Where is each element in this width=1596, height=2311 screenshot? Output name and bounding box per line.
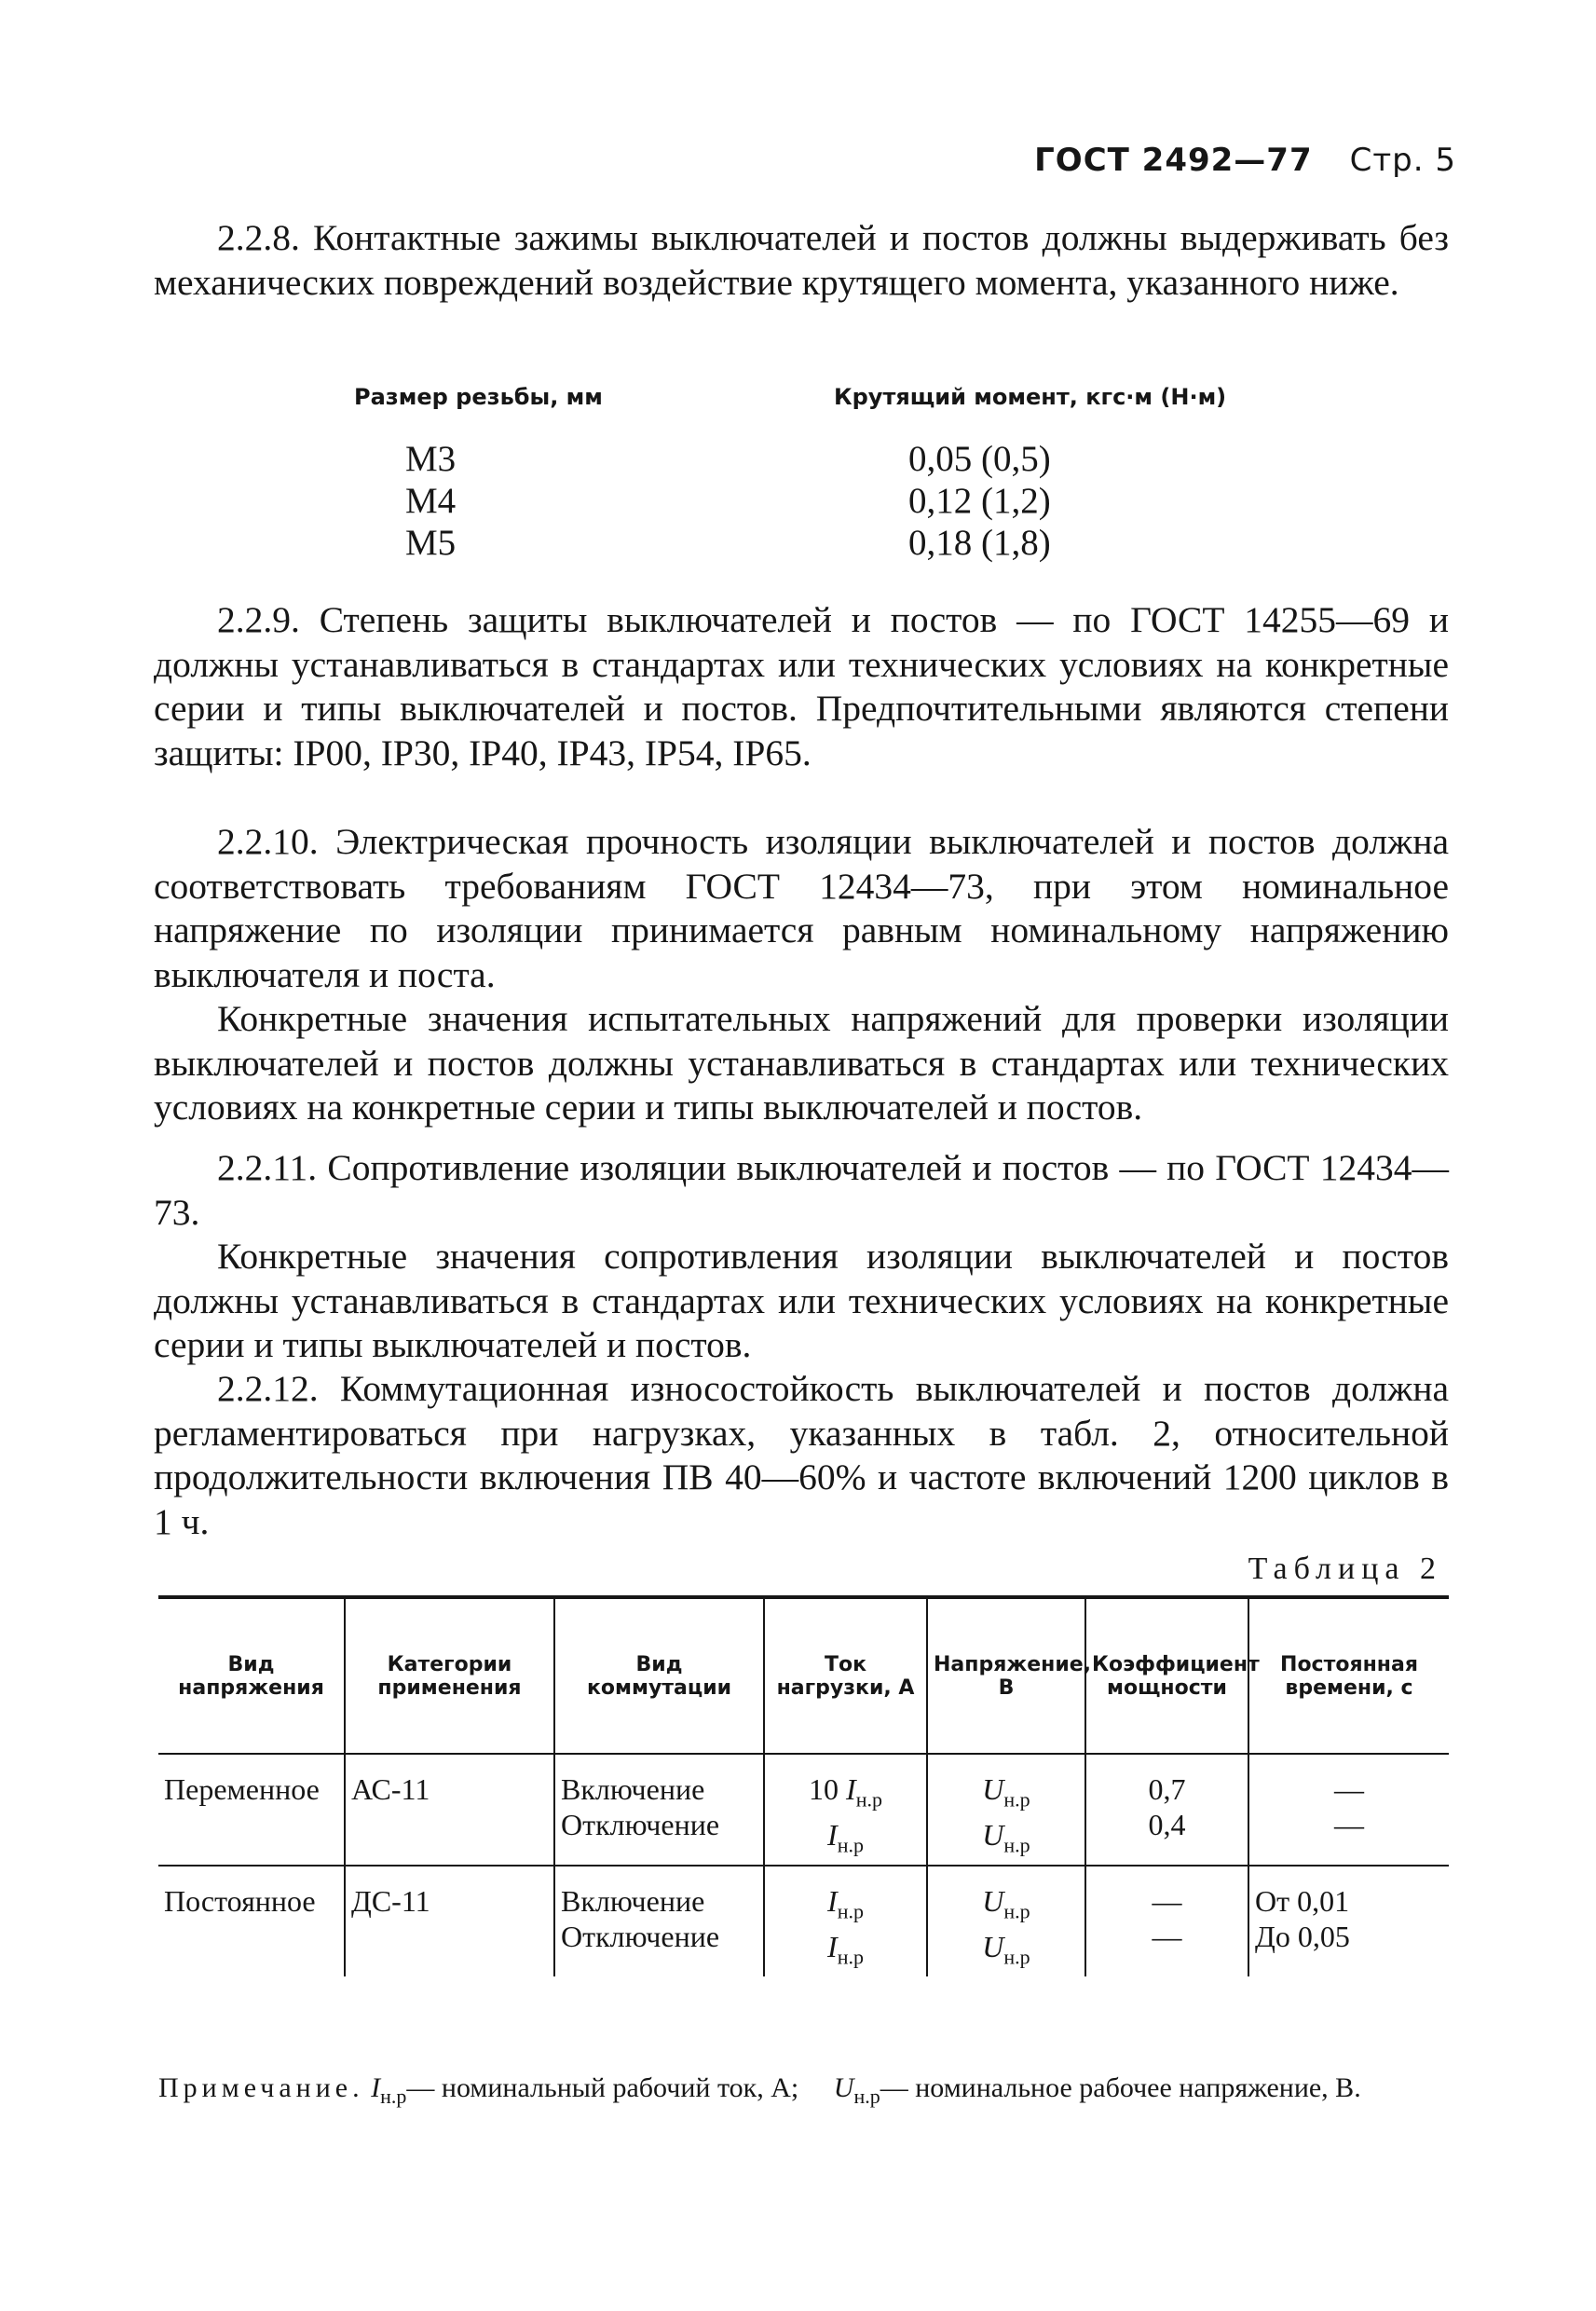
switching-table [158, 1595, 1449, 1976]
table-header-row [158, 1597, 1449, 1754]
cell-power-factor: 0,7 0,4 [1085, 1754, 1248, 1866]
note-label: Примечание. [158, 2072, 364, 2103]
col-header-current: Ток нагрузки, А [764, 1597, 927, 1754]
col-header-time-constant: Постоянная времени, с [1248, 1597, 1449, 1754]
table-row [158, 1754, 1449, 1866]
table-caption: Таблица 2 [1248, 1552, 1442, 1586]
cell-voltage: $U_{н.р}$ $U_{н.р}$ [927, 1866, 1085, 1976]
page-number: Стр. 5 [1349, 142, 1456, 179]
cell-switching: Включение Отключение [554, 1866, 764, 1976]
col-header-voltage-type: Вид напряжения [158, 1597, 345, 1754]
cell-category: АС-11 [345, 1754, 554, 1866]
cell-time-constant: От 0,01 До 0,05 [1248, 1866, 1449, 1976]
table-note: Примечание. $I_{н.р}—$ номинальный рабочий ток, А; $U_{н.р}—$ номинальное рабочее напряжение, В. [158, 2072, 1361, 2108]
cell-current: $I_{н.р}$ $I_{н.р}$ [764, 1866, 927, 1976]
standard-number: ГОСТ 2492—77 [1034, 142, 1313, 179]
clause-2-2-8: 2.2.8. Контактные зажимы выключателей и постов должны выдерживать без механических повреждений воздействие крутящего момента, указанного ниже. [154, 217, 1449, 303]
col-header-switching: Вид коммутации [554, 1597, 764, 1754]
cell-voltage-type: Переменное [158, 1754, 345, 1866]
table-row [158, 1866, 1449, 1976]
page-header [1034, 142, 1456, 179]
document-page: ГОСТ 2492—77 Стр. 5 2.2.8. Контактные зажимы выключателей и постов должны выдерживать без механических повреждений воздействие крутящего момента, указанного ниже. Размер резьбы, мм Крутящий момент, кгс·м (Н·м) M3 0,05 (0,5) M4 0,12 (1,2) M5 0,18 (1,8) 2.2.9. Степень защиты выключателей и постов — по ГОСТ 14255—69 и должны устанавливаться в стандартах или технических условиях на конкретные серии и типы выключателей и постов. Предпочтительными являются степени защиты: IP00, IP30, IP40, IP43, IP54, IP65. 2.2.10. Электрическая прочность изоляции выключателей и постов должна соответствовать требованиям ГОСТ 12434—73, при этом номинальное напряжение по изоляции принимается равным номинальному напряжению выключателя и поста. Конкретные значения испытательных напряжений для проверки изоляции выключателей и постов должны устанавливаться в стандартах или технических условиях на конкретные серии и типы выключателей и постов. 2.2.11. Сопротивление изоляции выключателей и постов — по ГОСТ 12434—73. Конкретные значения сопротивления изоляции выключателей и постов должны устанавливаться в стандартах или технических условиях на конкретные серии и типы выключателей и постов. 2.2.12. Коммутационная износостойкость выключателей и постов должна регламентироваться при нагрузках, указанных в табл. 2, относительной продолжительности включения ПВ 40—60% и частоте включений 1200 циклов в 1 ч. Таблица 2 Вид напряжения Категории применения Вид коммутации Ток нагрузки, А Напряжение, В Коэффициент мощности Постоянная времени, с Переменное АС-11 Включение Отключение 10 $I_{н.р}$ $I_{н.р}$ $U_{н.р}$ $U_{н.р}$ 0,7 0,4 — — Постоянное ДС-11 Включение Отключение $I_{н.р}$ $I_{н.р}$ $U_{н.р}$ $U_{н.р}$ — — От 0,01 До 0,05 Примечание. $I_{н.р}—$ номинальный рабочий ток, А; $U_{н.р}—$ номинальное рабочее напряжение, В. [0, 0, 1596, 2311]
clause-2-2-11-note: Конкретные значения сопротивления изоляции выключателей и постов должны устанавливаться в стандартах или технических условиях на конкретные серии и типы выключателей и постов. [154, 1236, 1449, 1365]
cell-category: ДС-11 [345, 1866, 554, 1976]
cell-time-constant: — — [1248, 1754, 1449, 1866]
col-header-voltage: Напряжение, В [927, 1597, 1085, 1754]
clause-2-2-10-note: Конкретные значения испытательных напряжений для проверки изоляции выключателей и постов должны устанавливаться в стандартах или технических условиях на конкретные серии и типы выключателей и постов. [154, 998, 1449, 1128]
torque-header-size: Размер резьбы, мм [354, 384, 603, 410]
clause-2-2-12: 2.2.12. Коммутационная износостойкость выключателей и постов должна регламентироваться при нагрузках, указанных в табл. 2, относительной продолжительности включения ПВ 40—60% и частоте включений 1200 циклов в 1 ч. [154, 1368, 1449, 1542]
torque-header-moment: Крутящий момент, кгс·м (Н·м) [834, 384, 1227, 410]
cell-current: 10 $I_{н.р}$ $I_{н.р}$ [764, 1754, 927, 1866]
cell-voltage-type: Постоянное [164, 1884, 316, 1918]
col-header-category: Категории применения [345, 1597, 554, 1754]
clause-2-2-11: 2.2.11. Сопротивление изоляции выключателей и постов — по ГОСТ 12434—73. [154, 1147, 1449, 1233]
cell-power-factor: — — [1085, 1866, 1248, 1976]
col-header-power-factor: Коэффициент мощности [1085, 1597, 1248, 1754]
cell-voltage: $U_{н.р}$ $U_{н.р}$ [927, 1754, 1085, 1866]
cell-switching: Включение Отключение [554, 1754, 764, 1866]
clause-2-2-9: 2.2.9. Степень защиты выключателей и постов — по ГОСТ 14255—69 и должны устанавливаться в стандартах или технических условиях на конкретные серии и типы выключателей и постов. Предпочтительными являются степени защиты: IP00, IP30, IP40, IP43, IP54, IP65. [154, 599, 1449, 773]
clause-2-2-10: 2.2.10. Электрическая прочность изоляции выключателей и постов должна соответствовать требованиям ГОСТ 12434—73, при этом номинальное напряжение по изоляции принимается равным номинальному напряжению выключателя и поста. [154, 821, 1449, 995]
